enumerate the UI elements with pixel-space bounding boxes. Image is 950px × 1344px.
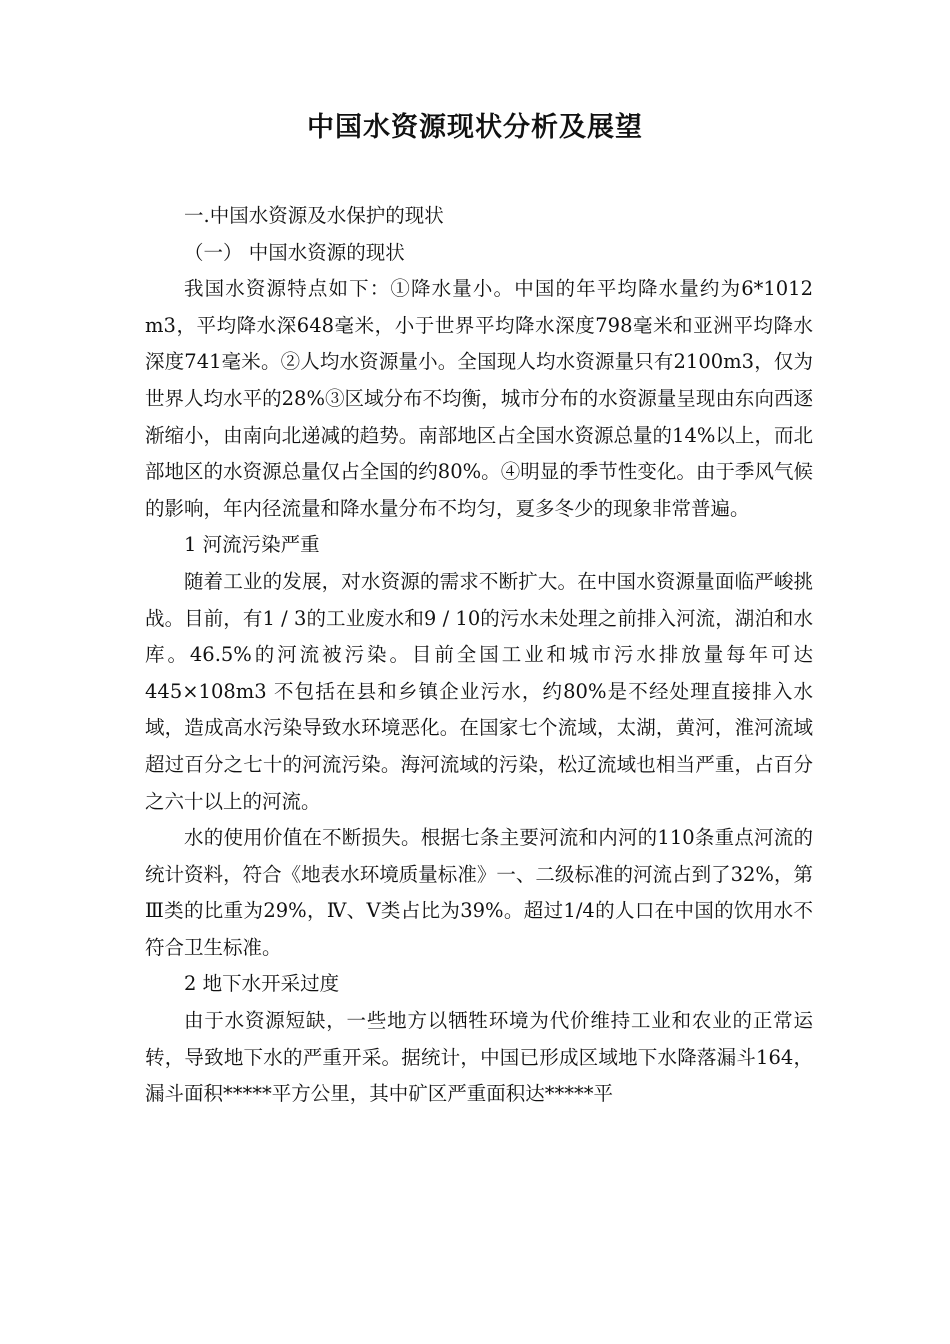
subsection-heading: （一） 中国水资源的现状 xyxy=(184,240,405,264)
heading-river-pollution: 1 河流污染严重 xyxy=(184,533,320,557)
section-heading: 一.中国水资源及水保护的现状 xyxy=(184,204,444,227)
document-body xyxy=(145,198,813,1113)
heading-groundwater: 2 地下水开采过度 xyxy=(184,972,340,996)
paragraph-water-value: 水的使用价值在不断损失。根据七条主要河流和内河的110条重点河流的统计资料，符合《地表水环境质量标准》一、二级标准的河流占到了32%，第Ⅲ类的比重为29%，Ⅳ、Ⅴ类占比为39%。超过1/4的人口在中国的饮用水不符合卫生标准。 xyxy=(145,826,813,959)
document-title: 中国水资源现状分析及展望 xyxy=(307,112,643,143)
paragraph-river-pollution: 随着工业的发展，对水资源的需求不断扩大。在中国水资源量面临严峻挑战。目前，有1 / 3的工业废水和9 / 10的污水未处理之前排入河流，湖泊和水库。46.5%的河流被污染。目前全国工业和城市污水排放量每年可达445×108m3 不包括在县和乡镇企业污水，约80%是不经处理直接排入水域，造成高水污染导致水环境恶化。在国家七个流域，太湖，黄河，淮河流域超过百分之七十的河流污染。海河流域的污染，松辽流域也相当严重，占百分之六十以上的河流。 xyxy=(145,569,813,813)
paragraph-water-features: 我国水资源特点如下：①降水量小。中国的年平均降水量约为6*1012 m3，平均降水深648毫米，小于世界平均降水深度798毫米和亚洲平均降水深度741毫米。②人均水资源量小。全国现人均水资源量只有2100m3，仅为世界人均水平的28%③区域分布不均衡，城市分布的水资源量呈现由东向西逐渐缩小，由南向北递减的趋势。南部地区占全国水资源总量的14%以上，而北部地区的水资源总量仅占全国的约80%。④明显的季节性变化。由于季风气候的影响，年内径流量和降水量分布不均匀，夏多冬少的现象非常普遍。 xyxy=(145,277,813,520)
paragraph-groundwater: 由于水资源短缺，一些地方以牺牲环境为代价维持工业和农业的正常运转，导致地下水的严重开采。据统计，中国已形成区域地下水降落漏斗164，漏斗面积*****平方公里，其中矿区严重面积达*****平 xyxy=(145,1009,813,1106)
